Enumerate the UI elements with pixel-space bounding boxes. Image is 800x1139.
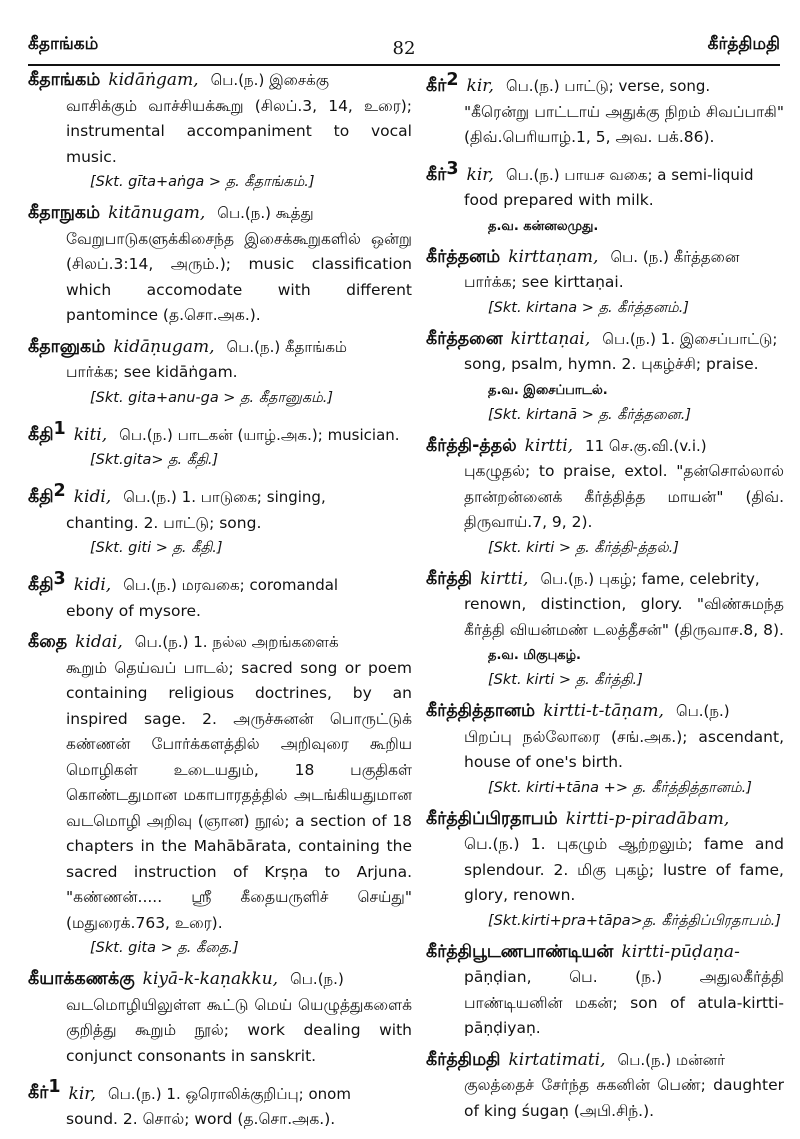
- dictionary-entry: [28, 1075, 412, 1132]
- definition-start: பெ.(ந.) பாயச வகை; a semi-liquid: [505, 165, 754, 184]
- dictionary-entry: [28, 68, 412, 195]
- etymology: [Skt.kirti+pra+tāpa>த. கீர்த்திப்பிரதாபம்.]: [488, 912, 781, 929]
- headword: கீர்த்திபூடணபாண்டியன்: [426, 941, 614, 962]
- etymology: [Skt. gita+anu-ga > த. கீதானுகம்.]: [90, 389, 334, 406]
- transliteration: kidai,: [75, 632, 123, 653]
- headword: கீர்: [426, 164, 447, 185]
- headword: கீதாநுகம்: [28, 203, 101, 223]
- guide-word-right: கீர்த்திமதி: [707, 34, 780, 54]
- dictionary-entry: [426, 699, 784, 801]
- left-column: [28, 68, 412, 1139]
- dictionary-entry: [28, 335, 412, 411]
- headword: கீர்த்தனம்: [426, 246, 501, 267]
- definition-body: பார்க்க; see kirttaṇai.: [464, 273, 624, 292]
- transliteration: kirttaṇai,: [510, 328, 591, 349]
- transliteration: kidi,: [73, 487, 112, 508]
- etymology: [Skt. gīta+aṅga > த. கீதாங்கம்.]: [90, 174, 315, 190]
- tamil-equivalent: த.வ. மிகுபுகழ்.: [488, 648, 581, 664]
- header-rule: [28, 64, 780, 66]
- headword: கீதை: [28, 632, 68, 653]
- definition-body: பார்க்க; see kidāṅgam.: [66, 363, 238, 381]
- transliteration: kitānugam,: [108, 203, 206, 223]
- definition-start: பெ.(ந.) பாடகன் (யாழ்.அக.); musician.: [119, 425, 400, 444]
- definition-start: பெ.(ந.) மன்னர்: [617, 1050, 725, 1069]
- transliteration: kirtti-p-piradābam,: [565, 808, 730, 829]
- definition-start: பெ.(ந.) கூத்து: [217, 204, 314, 222]
- transliteration: kirtti,: [480, 568, 529, 589]
- headword: கீர்த்தி: [426, 568, 473, 589]
- definition-body: food prepared with milk.: [464, 191, 654, 210]
- definition-start: பெ.(ந.) கீதாங்கம்: [226, 337, 348, 356]
- dictionary-entry: [426, 1048, 784, 1125]
- dictionary-entry: [426, 157, 784, 239]
- homonym-number: 1: [53, 418, 66, 439]
- definition-body: பிறப்பு நல்லோரை (சங்.அக.); ascendant, house of one's birth.: [464, 727, 784, 772]
- definition-body: வேறுபாடுகளுக்கிசைந்த இசைக்கூறுகளில் ஒன்று (சிலப்.3:14, அரும்.); music classification which accomodate with different pantomince (த.சொ.அக.).: [66, 229, 412, 324]
- dictionary-entry: [28, 567, 412, 624]
- page-header: [28, 34, 780, 68]
- definition-body: புகழுதல்; to praise, extol. "தன்சொல்லால் தான்றன்னைக் கீர்த்தித்த மாயன்" (திவ். திருவாய்.7, 9, 2).: [464, 462, 784, 532]
- dictionary-entry: [28, 967, 412, 1069]
- definition-start: 11 செ.கு.வி.(v.i.): [585, 436, 707, 455]
- right-column: [426, 68, 784, 1130]
- transliteration: kiyā-k-kaṇakku,: [142, 969, 279, 990]
- page-number: 82: [392, 38, 416, 59]
- definition-start: பெ.(ந.) புகழ்; fame, celebrity,: [540, 569, 760, 588]
- headword: கீதி: [28, 575, 54, 596]
- definition-body: பெ.(ந.) 1. புகழும் ஆற்றலும்; fame and splendour. 2. மிகு புகழ்; lustre of fame, glory, renown.: [464, 835, 784, 905]
- definition-body: வடமொழியிலுள்ள கூட்டு மெய் யெழுத்துகளைக் குறித்து கூறும் நூல்; work dealing with conjunct consonants in sanskrit.: [66, 995, 412, 1065]
- tamil-equivalent: த.வ. இசைப்பாடல்.: [488, 382, 608, 398]
- dictionary-entry: [28, 201, 412, 329]
- transliteration: kir,: [466, 164, 494, 185]
- definition-start: பெ.(ந.) 1. இசைப்பாட்டு;: [602, 329, 778, 348]
- transliteration: kirtti-pūḍaṇa-: [621, 941, 740, 962]
- definition-body: "கீரென்று பாட்டாய் அதுக்கு நிறம் சிவப்பாகி" (திவ்.பெரியாழ்.1, 5, அவ. பக்.86).: [464, 102, 784, 147]
- definition-start: பெ.(ந.) 1. நல்ல அறங்களைக்: [134, 633, 339, 652]
- headword: கீர்: [426, 76, 447, 97]
- definition-start: பெ.(ந.) பாட்டு; verse, song.: [505, 77, 711, 96]
- definition-start: பெ.(ந.) 1. ஒரொலிக்குறிப்பு; onom: [107, 1084, 351, 1103]
- definition-body: ebony of mysore.: [66, 601, 201, 620]
- dictionary-entry: [426, 68, 784, 151]
- definition-body: வாசிக்கும் வாச்சியக்கூறு (சிலப்.3, 14, உரை); instrumental accompaniment to vocal music.: [66, 96, 412, 166]
- definition-body: pāṇḍian, பெ. (ந.) அதுலகீர்த்தி பாண்டியனின் மகன்; son of atula-kirtti-pāṇḍiyaṇ.: [464, 968, 784, 1038]
- dictionary-entry: [28, 479, 412, 561]
- headword: கீர்த்தித்தானம்: [426, 701, 536, 722]
- headword: கீயாக்கணக்கு: [28, 969, 135, 990]
- transliteration: kirttaṇam,: [508, 246, 599, 267]
- guide-word-left: கீதாங்கம்: [28, 34, 99, 54]
- headword: கீதாங்கம்: [28, 70, 101, 90]
- dictionary-entry: [426, 807, 784, 934]
- dictionary-entry: [426, 245, 784, 321]
- definition-start: பெ. (ந.) கீர்த்தனை: [610, 247, 740, 266]
- dictionary-entry: [426, 940, 784, 1042]
- transliteration: kidāṇugam,: [113, 336, 215, 357]
- tamil-equivalent: த.வ. கன்னலமுது.: [488, 218, 599, 234]
- headword: கீதானுகம்: [28, 336, 106, 357]
- headword: கீர்த்திப்பிரதாபம்: [426, 808, 558, 829]
- etymology: [Skt. giti > த. கீதி.]: [90, 540, 223, 557]
- definition-body: sound. 2. சொல்; word (த.சொ.அக.).: [66, 1110, 336, 1129]
- definition-body: குலத்தைச் சேர்ந்த சுகனின் பெண்; daughter of king śugaṇ (அபி.சிந்.).: [464, 1076, 784, 1120]
- homonym-number: 2: [53, 481, 66, 502]
- definition-body: chanting. 2. பாட்டு; song.: [66, 513, 262, 532]
- dictionary-entry: [426, 327, 784, 428]
- definition-start: பெ.(ந.): [675, 702, 730, 721]
- etymology: [Skt. kirtana > த. கீர்த்தனம்.]: [488, 299, 689, 316]
- headword: கீதி: [28, 424, 54, 445]
- dictionary-entry: [28, 630, 412, 961]
- definition-start: பெ.(ந.) 1. பாடுகை; singing,: [123, 488, 326, 507]
- etymology: [Skt. gita > த. கீதை.]: [90, 940, 239, 957]
- homonym-number: 1: [48, 1077, 61, 1098]
- dictionary-entry: [426, 567, 784, 694]
- headword: கீதி: [28, 487, 54, 508]
- transliteration: kiti,: [73, 424, 108, 445]
- etymology: [Skt.gita> த. கீதி.]: [90, 452, 219, 469]
- transliteration: kir,: [466, 76, 494, 97]
- definition-body: கூறும் தெய்வப் பாடல்; sacred song or poem containing religious doctrines, by an inspired sage. 2. அருச்சுனன் பொருட்டுக் கண்ணன் போர்க்களத்தில் அறிவுரை கூறிய மொழிகள் உடையதும், 18 பகுதிகள் கொண்டதுமான மகாபாரதத்தில் அடங்கியதுமான வடமொழி அறிவு (ஞான) நூல்; a section of 18 chapters in the Mahābārata, containing the sacred instruction of Krṣṇa to Arjuna. "கண்ணன்..... ஸ்ரீ கீதையருளிச் செய்து" (மதுரைக்.763, உரை).: [66, 658, 412, 932]
- transliteration: kirtatimati,: [508, 1049, 606, 1070]
- headword: கீர்த்திமதி: [426, 1049, 501, 1070]
- etymology: [Skt. kirti > த. கீர்த்தி.]: [488, 672, 643, 689]
- transliteration: kirtti,: [524, 435, 574, 456]
- dictionary-entry: [28, 417, 412, 474]
- definition-body: song, psalm, hymn. 2. புகழ்ச்சி; praise.: [464, 355, 759, 374]
- dictionary-entry: [426, 434, 784, 561]
- etymology: [Skt. kirti > த. கீர்த்தி-த்தல்.]: [488, 539, 679, 556]
- transliteration: kidāṅgam,: [108, 70, 199, 90]
- etymology: [Skt. kirtanā > த. கீர்த்தனை.]: [488, 406, 692, 423]
- transliteration: kir,: [68, 1083, 96, 1104]
- headword: கீர்த்தி-த்தல்: [426, 435, 517, 456]
- transliteration: kirtti-t-tāṇam,: [543, 701, 664, 722]
- etymology: [Skt. kirti+tāna +> த. கீர்த்தித்தானம்.]: [488, 779, 752, 796]
- headword: கீர்த்தனை: [426, 328, 503, 349]
- definition-start: பெ.(ந.) இசைக்கு: [210, 71, 329, 89]
- definition-start: பெ.(ந.): [290, 970, 344, 989]
- homonym-number: 3: [53, 569, 66, 590]
- definition-body: renown, distinction, glory. "விண்சுமந்த கீர்த்தி வியன்மண் டலத்தீசன்" (திருவாச.8, 8).: [464, 595, 784, 639]
- homonym-number: 2: [446, 70, 459, 90]
- homonym-number: 3: [446, 158, 459, 179]
- definition-start: பெ.(ந.) மரவகை; coromandal: [123, 576, 339, 595]
- headword: கீர்: [28, 1083, 49, 1104]
- transliteration: kidi,: [73, 575, 112, 596]
